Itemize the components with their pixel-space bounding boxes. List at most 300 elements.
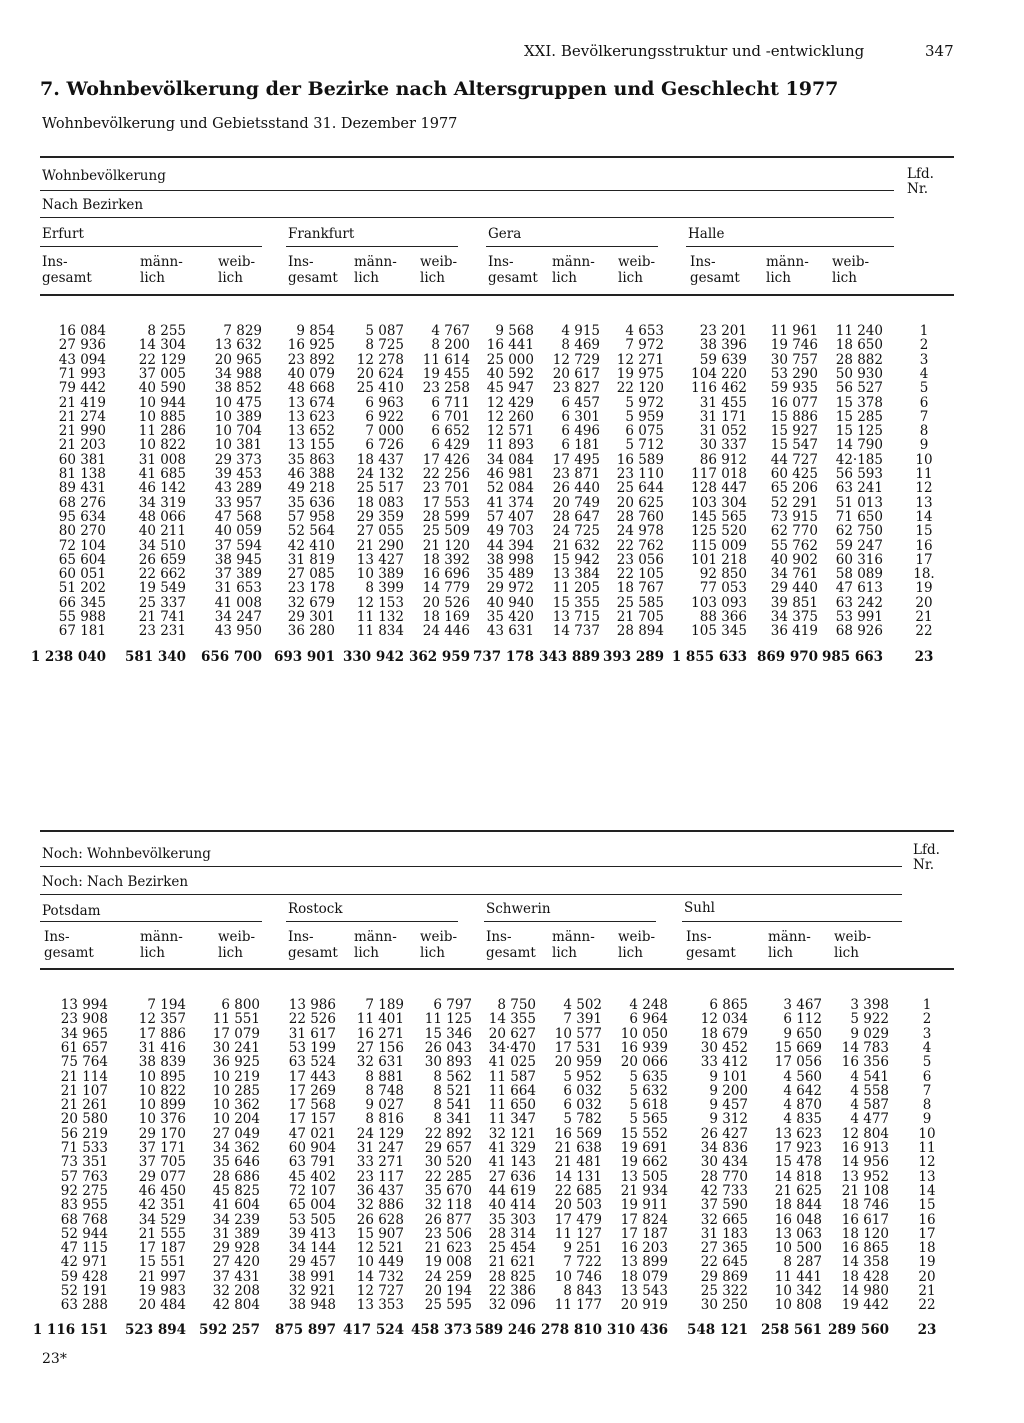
table-cell: 30 520 [424, 1154, 472, 1171]
table-1-row [0, 524, 1024, 538]
table-cell: 5 087 [365, 323, 404, 339]
table-cell: 56 527 [835, 380, 883, 397]
colhead-line: lich [140, 945, 165, 961]
table-cell: 10 389 [214, 408, 262, 425]
table-2-total-row [0, 1323, 1024, 1337]
table-cell: 34 362 [212, 1140, 260, 1156]
table-2-colhead-insgesamt [288, 929, 338, 961]
table-cell: 17 157 [288, 1111, 336, 1128]
table-cell: 8 816 [365, 1111, 404, 1128]
district-label-schwerin: Schwerin [486, 901, 551, 917]
table-cell: 20 066 [620, 1054, 668, 1071]
rule [40, 246, 262, 247]
row-number: 1 [919, 323, 929, 339]
table-cell: 24 978 [616, 523, 664, 540]
table-cell: 31 171 [699, 408, 747, 425]
table-cell: 8 541 [433, 1097, 472, 1114]
table-cell: 20 919 [620, 1297, 668, 1314]
table-cell: 21 741 [138, 609, 186, 625]
rule [686, 246, 894, 247]
table-cell: 86 912 [699, 451, 747, 468]
row-number: 5 [919, 380, 929, 397]
table-cell: 589 246 [474, 1322, 536, 1338]
table-cell: 25 410 [356, 380, 404, 397]
table-cell: 12 521 [356, 1240, 404, 1257]
table-cell: 4 248 [629, 997, 668, 1013]
rule [40, 830, 954, 832]
table-cell: 27 156 [356, 1039, 404, 1056]
table-cell: 32 665 [700, 1211, 748, 1228]
colhead-line: männ- [354, 929, 397, 945]
table-cell: 10 050 [620, 1025, 668, 1042]
table-cell: 16 696 [422, 566, 470, 583]
row-number: 16 [918, 1211, 936, 1228]
table-1-colhead-insgesamt [488, 254, 538, 286]
table-cell: 21 705 [616, 609, 664, 625]
table-2-row [0, 1127, 1024, 1141]
table-1-colhead-maennlich [552, 254, 595, 286]
table-cell: 4 653 [625, 323, 664, 339]
table-cell: 20 959 [554, 1054, 602, 1071]
table-cell: 71 533 [60, 1140, 108, 1156]
table-cell: 15 927 [770, 423, 818, 440]
table-cell: 55 988 [58, 609, 106, 625]
table-cell: 20 194 [424, 1283, 472, 1299]
table-cell: 10 746 [554, 1268, 602, 1285]
table-cell: 32 208 [212, 1283, 260, 1299]
row-number: 19 [918, 1254, 936, 1271]
table-2-header-2: Noch: Nach Bezirken [42, 874, 189, 890]
table-cell: 31 389 [212, 1225, 260, 1242]
table-cell: 19 691 [620, 1140, 668, 1156]
table-cell: 46 981 [486, 466, 534, 482]
table-cell: 6 032 [563, 1082, 602, 1099]
table-cell: 32 921 [288, 1283, 336, 1299]
table-cell: 37 594 [214, 537, 262, 554]
table-cell: 46 450 [138, 1182, 186, 1199]
table-2-colhead-insgesamt [486, 929, 536, 961]
table-cell: 83 955 [60, 1197, 108, 1214]
table-cell: 22 386 [488, 1283, 536, 1299]
table-cell: 13 623 [774, 1125, 822, 1142]
table-cell: 60 316 [835, 551, 883, 568]
table-cell: 11 205 [552, 580, 600, 597]
table-cell: 16 084 [58, 323, 106, 339]
table-cell: 28 882 [835, 351, 883, 368]
table-cell: 75 764 [60, 1054, 108, 1071]
table-cell: 57 958 [287, 508, 335, 525]
table-cell: 41 025 [488, 1054, 536, 1071]
table-cell: 21 261 [60, 1097, 108, 1114]
table-1-row [0, 624, 1024, 638]
table-2-row [0, 998, 1024, 1012]
colhead-line: weib- [618, 254, 656, 270]
colhead-line: männ- [552, 929, 595, 945]
table-1-row [0, 567, 1024, 581]
table-cell: 18 679 [700, 1025, 748, 1042]
colhead-line: männ- [766, 254, 809, 270]
table-cell: 41 604 [212, 1197, 260, 1214]
table-cell: 63 241 [835, 480, 883, 497]
table-cell: 6 701 [431, 408, 470, 425]
table-cell: 34·470 [488, 1039, 536, 1056]
table-cell: 68 926 [835, 623, 883, 640]
table-1-row [0, 610, 1024, 624]
table-cell: 21 120 [422, 537, 470, 554]
table-cell: 4 477 [850, 1111, 889, 1128]
table-2-row [0, 1284, 1024, 1298]
colhead-line: lich [768, 945, 793, 961]
table-cell: 30 452 [700, 1039, 748, 1056]
table-cell: 57 763 [60, 1168, 108, 1185]
table-cell: 23 110 [616, 466, 664, 482]
table-cell: 6 963 [365, 394, 404, 411]
colhead-line: Ins- [488, 254, 514, 270]
table-cell: 458 373 [410, 1322, 472, 1338]
row-number: 4 [922, 1039, 932, 1056]
rule [484, 921, 656, 922]
table-cell: 26 440 [552, 480, 600, 497]
table-cell: 15 547 [770, 437, 818, 454]
table-cell: 23 892 [287, 351, 335, 368]
table-cell: 33 957 [214, 494, 262, 511]
table-cell: 14 818 [774, 1168, 822, 1185]
table-cell: 65 004 [288, 1197, 336, 1214]
table-cell: 26 659 [138, 551, 186, 568]
table-cell: 21 107 [60, 1082, 108, 1099]
colhead-line: weib- [420, 254, 458, 270]
table-cell: 6 922 [365, 408, 404, 425]
table-1-colhead-maennlich [354, 254, 397, 286]
table-cell: 15 285 [835, 408, 883, 425]
table-cell: 18 120 [841, 1225, 889, 1242]
table-cell: 4 870 [783, 1097, 822, 1114]
table-cell: 23 056 [616, 551, 664, 568]
table-cell: 25 337 [138, 594, 186, 611]
table-cell: 46 142 [138, 480, 186, 497]
table-cell: 43 094 [58, 351, 106, 368]
table-cell: 6 112 [783, 1011, 822, 1028]
table-cell: 21 555 [138, 1225, 186, 1242]
table-cell: 16 913 [841, 1140, 889, 1156]
table-cell: 5 959 [625, 408, 664, 425]
table-cell: 29 972 [486, 580, 534, 597]
table-cell: 31 653 [214, 580, 262, 597]
table-cell: 28 647 [552, 508, 600, 525]
table-cell: 875 897 [274, 1322, 336, 1338]
table-cell: 27 420 [212, 1254, 260, 1271]
table-cell: 31 052 [699, 423, 747, 440]
colhead-line: männ- [140, 929, 183, 945]
table-cell: 15 478 [774, 1154, 822, 1171]
table-1-row [0, 367, 1024, 381]
colhead-line: weib- [218, 929, 256, 945]
table-cell: 59 247 [835, 537, 883, 554]
table-cell: 5 922 [850, 1011, 889, 1028]
table-cell: 18 746 [841, 1197, 889, 1214]
table-cell: 66 345 [58, 594, 106, 611]
table-cell: 21 274 [58, 408, 106, 425]
table-cell: 42 971 [60, 1254, 108, 1271]
table-1-lfd: Lfd. [907, 166, 934, 182]
table-cell: 15 355 [552, 594, 600, 611]
table-cell: 4 835 [783, 1111, 822, 1128]
table-cell: 8 750 [497, 997, 536, 1013]
table-cell: 693 901 [273, 649, 335, 665]
colhead-line: Ins- [686, 929, 712, 945]
table-cell: 27 936 [58, 337, 106, 354]
table-cell: 30 241 [212, 1039, 260, 1056]
table-cell: 20 580 [60, 1111, 108, 1128]
table-cell: 14 790 [835, 437, 883, 454]
table-cell: 28 770 [700, 1168, 748, 1185]
table-cell: 89 431 [58, 480, 106, 497]
table-cell: 55 762 [770, 537, 818, 554]
table-cell: 37 389 [214, 566, 262, 583]
row-number: 16 [915, 537, 933, 554]
table-2-row [0, 1170, 1024, 1184]
row-number: 2 [922, 1011, 932, 1028]
rule [40, 894, 902, 895]
table-cell: 8 469 [561, 337, 600, 354]
table-2-row [0, 1227, 1024, 1241]
table-cell: 20 484 [138, 1297, 186, 1314]
table-cell: 8 843 [563, 1283, 602, 1299]
table-1-header-2: Nach Bezirken [42, 197, 144, 213]
table-cell: 11 125 [424, 1011, 472, 1028]
row-number: 23 [914, 649, 934, 665]
colhead-line: lich [354, 945, 379, 961]
table-cell: 417 524 [342, 1322, 404, 1338]
table-cell: 68 276 [58, 494, 106, 511]
table-cell: 42 351 [138, 1197, 186, 1214]
table-cell: 17 568 [288, 1097, 336, 1114]
table-cell: 15 886 [770, 408, 818, 425]
table-cell: 29 301 [287, 609, 335, 625]
table-cell: 10 895 [138, 1068, 186, 1085]
table-cell: 43 950 [214, 623, 262, 640]
row-number: 11 [915, 466, 933, 482]
table-cell: 33 412 [700, 1054, 748, 1071]
colhead-line: gesamt [488, 270, 538, 286]
table-2-lfd: Lfd. [913, 842, 940, 858]
row-number: 12 [915, 480, 933, 497]
table-cell: 57 407 [486, 508, 534, 525]
table-cell: 21 114 [60, 1068, 108, 1085]
table-cell: 8 287 [783, 1254, 822, 1271]
table-cell: 39 413 [288, 1225, 336, 1242]
row-number: 3 [922, 1025, 932, 1042]
table-cell: 1 116 151 [32, 1322, 108, 1338]
table-cell: 36 280 [287, 623, 335, 640]
table-cell: 95 634 [58, 508, 106, 525]
colhead-line: lich [420, 945, 445, 961]
table-cell: 10 449 [356, 1254, 404, 1271]
table-cell: 8 255 [147, 323, 186, 339]
table-2-header-1: Noch: Wohnbevölkerung [42, 846, 211, 862]
table-2-row [0, 1012, 1024, 1026]
table-cell: 42·185 [835, 451, 883, 468]
table-cell: 30 757 [770, 351, 818, 368]
row-number: 20 [918, 1268, 936, 1285]
colhead-line: männ- [140, 254, 183, 270]
table-cell: 29 457 [288, 1254, 336, 1271]
table-cell: 59 639 [699, 351, 747, 368]
colhead-line: lich [618, 270, 643, 286]
table-cell: 25 517 [356, 480, 404, 497]
table-cell: 16 617 [841, 1211, 889, 1228]
table-cell: 12 429 [486, 394, 534, 411]
colhead-line: gesamt [44, 945, 94, 961]
table-cell: 9 251 [563, 1240, 602, 1257]
table-cell: 34 965 [60, 1025, 108, 1042]
table-cell: 7 194 [147, 997, 186, 1013]
table-cell: 11 347 [488, 1111, 536, 1128]
table-cell: 17 479 [554, 1211, 602, 1228]
table-cell: 37 431 [212, 1268, 260, 1285]
table-cell: 9 312 [709, 1111, 748, 1128]
table-cell: 145 565 [691, 508, 747, 525]
table-cell: 20 627 [488, 1025, 536, 1042]
table-cell: 12 271 [616, 351, 664, 368]
table-cell: 7 000 [365, 423, 404, 440]
rule [682, 921, 902, 922]
table-cell: 15 346 [424, 1025, 472, 1042]
table-cell: 28 894 [616, 623, 664, 640]
table-cell: 53 505 [288, 1211, 336, 1228]
table-cell: 68 768 [60, 1211, 108, 1228]
table-cell: 35 863 [287, 451, 335, 468]
table-cell: 16 925 [287, 337, 335, 354]
table-cell: 3 467 [783, 997, 822, 1013]
row-number: 14 [915, 508, 933, 525]
table-cell: 18 083 [356, 494, 404, 511]
table-cell: 10 381 [214, 437, 262, 454]
table-cell: 24 132 [356, 466, 404, 482]
table-cell: 21 481 [554, 1154, 602, 1171]
table-cell: 10 342 [774, 1283, 822, 1299]
table-cell: 11 286 [138, 423, 186, 440]
table-cell: 18 650 [835, 337, 883, 354]
rule [286, 921, 458, 922]
table-cell: 31 008 [138, 451, 186, 468]
table-2-row [0, 1213, 1024, 1227]
table-cell: 17 187 [620, 1225, 668, 1242]
table-1-colhead-insgesamt [42, 254, 92, 286]
table-cell: 29 077 [138, 1168, 186, 1185]
table-cell: 49 218 [287, 480, 335, 497]
page-title: 7. Wohnbevölkerung der Bezirke nach Altersgruppen und Geschlecht 1977 [40, 78, 839, 100]
table-cell: 35 420 [486, 609, 534, 625]
table-cell: 22 526 [288, 1011, 336, 1028]
table-cell: 31 819 [287, 551, 335, 568]
table-cell: 21 203 [58, 437, 106, 454]
table-cell: 47 613 [835, 580, 883, 597]
table-cell: 92 850 [699, 566, 747, 583]
table-cell: 14 783 [841, 1039, 889, 1056]
row-number: 21 [918, 1283, 936, 1299]
table-cell: 10 822 [138, 437, 186, 454]
table-cell: 19 008 [424, 1254, 472, 1271]
table-cell: 20 625 [616, 494, 664, 511]
table-cell: 7 391 [563, 1011, 602, 1028]
table-2-colhead-maennlich [354, 929, 397, 961]
table-cell: 41 374 [486, 494, 534, 511]
table-cell: 22 645 [700, 1254, 748, 1271]
table-1-row [0, 510, 1024, 524]
table-cell: 5 635 [629, 1068, 668, 1085]
table-cell: 6 032 [563, 1097, 602, 1114]
colhead-line: gesamt [486, 945, 536, 961]
table-cell: 62 750 [835, 523, 883, 540]
table-cell: 38 998 [486, 551, 534, 568]
table-cell: 22 105 [616, 566, 664, 583]
table-cell: 16 271 [356, 1025, 404, 1042]
table-cell: 51 013 [835, 494, 883, 511]
table-2-row [0, 1055, 1024, 1069]
table-cell: 9 457 [709, 1097, 748, 1114]
colhead-line: Ins- [42, 254, 68, 270]
table-cell: 72 107 [288, 1182, 336, 1199]
table-cell: 17 426 [422, 451, 470, 468]
table-cell: 26 043 [424, 1039, 472, 1056]
table-cell: 737 178 [472, 649, 534, 665]
table-cell: 310 436 [606, 1322, 668, 1338]
table-cell: 30 250 [700, 1297, 748, 1314]
table-cell: 19 975 [616, 365, 664, 382]
table-cell: 23 231 [138, 623, 186, 640]
table-cell: 16 865 [841, 1240, 889, 1257]
table-cell: 81 138 [58, 466, 106, 482]
row-number: 5 [922, 1054, 932, 1071]
table-cell: 21 108 [841, 1182, 889, 1199]
row-number: 22 [915, 623, 933, 640]
table-cell: 53 199 [288, 1039, 336, 1056]
table-cell: 38 991 [288, 1268, 336, 1285]
table-cell: 13 632 [214, 337, 262, 354]
table-cell: 27 055 [356, 523, 404, 540]
table-cell: 41 329 [488, 1140, 536, 1156]
table-cell: 21 419 [58, 394, 106, 411]
table-cell: 52 944 [60, 1225, 108, 1242]
table-cell: 21 638 [554, 1140, 602, 1156]
table-cell: 72 104 [58, 537, 106, 554]
table-cell: 53 991 [835, 609, 883, 625]
table-cell: 393 289 [602, 649, 664, 665]
table-cell: 12 729 [552, 351, 600, 368]
table-cell: 13 543 [620, 1283, 668, 1299]
district-label-suhl: Suhl [684, 900, 715, 916]
table-cell: 27 636 [488, 1168, 536, 1185]
table-cell: 31 416 [138, 1039, 186, 1056]
colhead-line: weib- [420, 929, 458, 945]
row-number: 2 [919, 337, 929, 354]
table-cell: 29 928 [212, 1240, 260, 1257]
rule [286, 246, 458, 247]
table-cell: 45 402 [288, 1168, 336, 1185]
table-1-total-row [0, 650, 1024, 664]
table-cell: 10 577 [554, 1025, 602, 1042]
table-cell: 14 737 [552, 623, 600, 640]
table-cell: 6 711 [431, 394, 470, 411]
table-cell: 47 115 [60, 1240, 108, 1257]
table-cell: 34 529 [138, 1211, 186, 1228]
table-cell: 37 590 [700, 1197, 748, 1214]
table-cell: 28 314 [488, 1225, 536, 1242]
table-cell: 38 396 [699, 337, 747, 354]
table-cell: 278 810 [540, 1322, 602, 1338]
table-1-row [0, 438, 1024, 452]
